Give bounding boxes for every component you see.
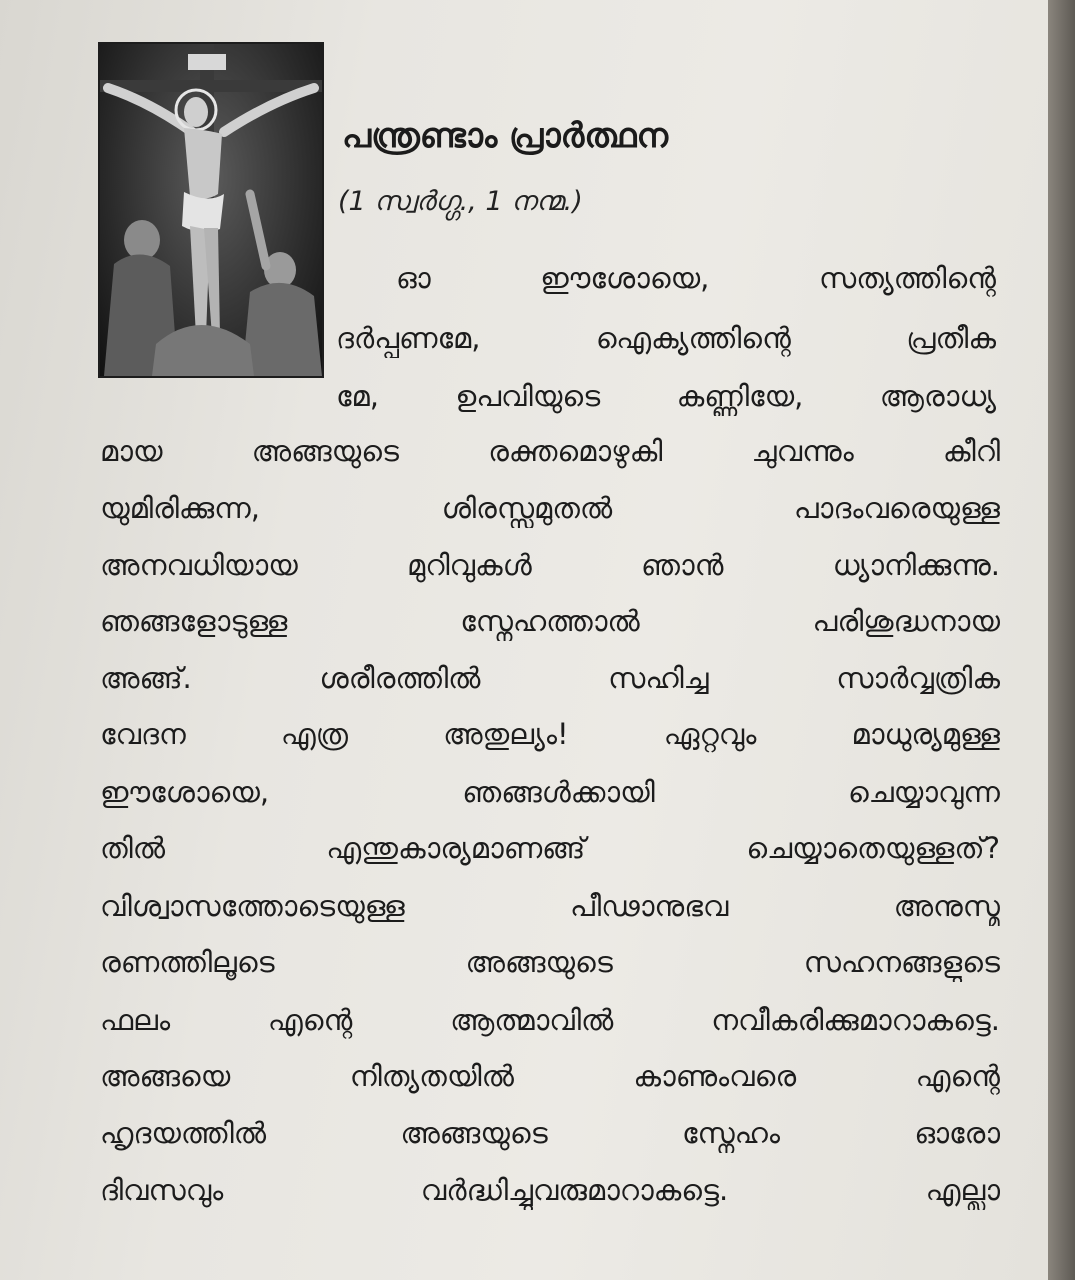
text-line: ദിവസവും വർദ്ധിച്ചുവരുമാറാകട്ടെ. എല്ലാ [100, 1173, 1000, 1207]
page-edge [1048, 0, 1075, 1280]
text-line: വേദന എത്ര അതുല്യം! ഏറ്റവും മാധുര്യമുള്ള [100, 717, 1000, 751]
text-line: ഫലം എന്റെ ആത്മാവിൽ നവീകരിക്കുമാറാകട്ടെ. [100, 1003, 1000, 1037]
prayer-title: പന്ത്രണ്ടാം പ്രാർത്ഥന [342, 116, 669, 156]
text-line: തിൽ എന്തുകാര്യമാണങ്ങ് ചെയ്യാതെയുള്ളത്? [100, 831, 1000, 865]
text-line: അങ്ങയെ നിത്യതയിൽ കാണുംവരെ എന്റെ [100, 1059, 1000, 1093]
text-line: വിശ്വാസത്തോടെയുള്ള പീഢാനുഭവ അനുസ്മ [100, 889, 1000, 923]
text-line: അനവധിയായ മുറിവുകൾ ഞാൻ ധ്യാനിക്കുന്നു. [100, 548, 1000, 582]
text-line: മേ, ഉപവിയുടെ കണ്ണിയേ, ആരാധ്യ [336, 379, 996, 413]
text-line: ഓ ഈശോയെ, സത്യത്തിന്റെ [396, 261, 996, 295]
text-line: ദർപ്പണമേ, ഐക്യത്തിന്റെ പ്രതീക [336, 321, 996, 355]
prayer-subtitle: (1 സ്വർഗ്ഗ., 1 നന്മ.) [338, 186, 583, 217]
text-line: മായ അങ്ങയുടെ രക്തമൊഴുകി ചുവന്നും കീറി [100, 434, 1000, 468]
crucifixion-image [98, 42, 324, 378]
text-line: ഞങ്ങളോടുള്ള സ്നേഹത്താൽ പരിശുദ്ധനായ [100, 604, 1000, 638]
text-line: ഹൃദയത്തിൽ അങ്ങയുടെ സ്നേഹം ഓരോ [100, 1116, 1000, 1150]
text-line: യുമിരിക്കുന്ന, ശിരസ്സുമുതൽ പാദംവരെയുള്ള [100, 491, 1000, 525]
crucifix-icon [100, 44, 322, 376]
text-line: ഈശോയെ, ഞങ്ങൾക്കായി ചെയ്യാവുന്ന [100, 775, 1000, 809]
text-line: രണത്തിലൂടെ അങ്ങയുടെ സഹനങ്ങളുടെ [100, 945, 1000, 979]
text-line: അങ്ങ്. ശരീരത്തിൽ സഹിച്ച സാർവ്വത്രിക [100, 661, 1000, 695]
